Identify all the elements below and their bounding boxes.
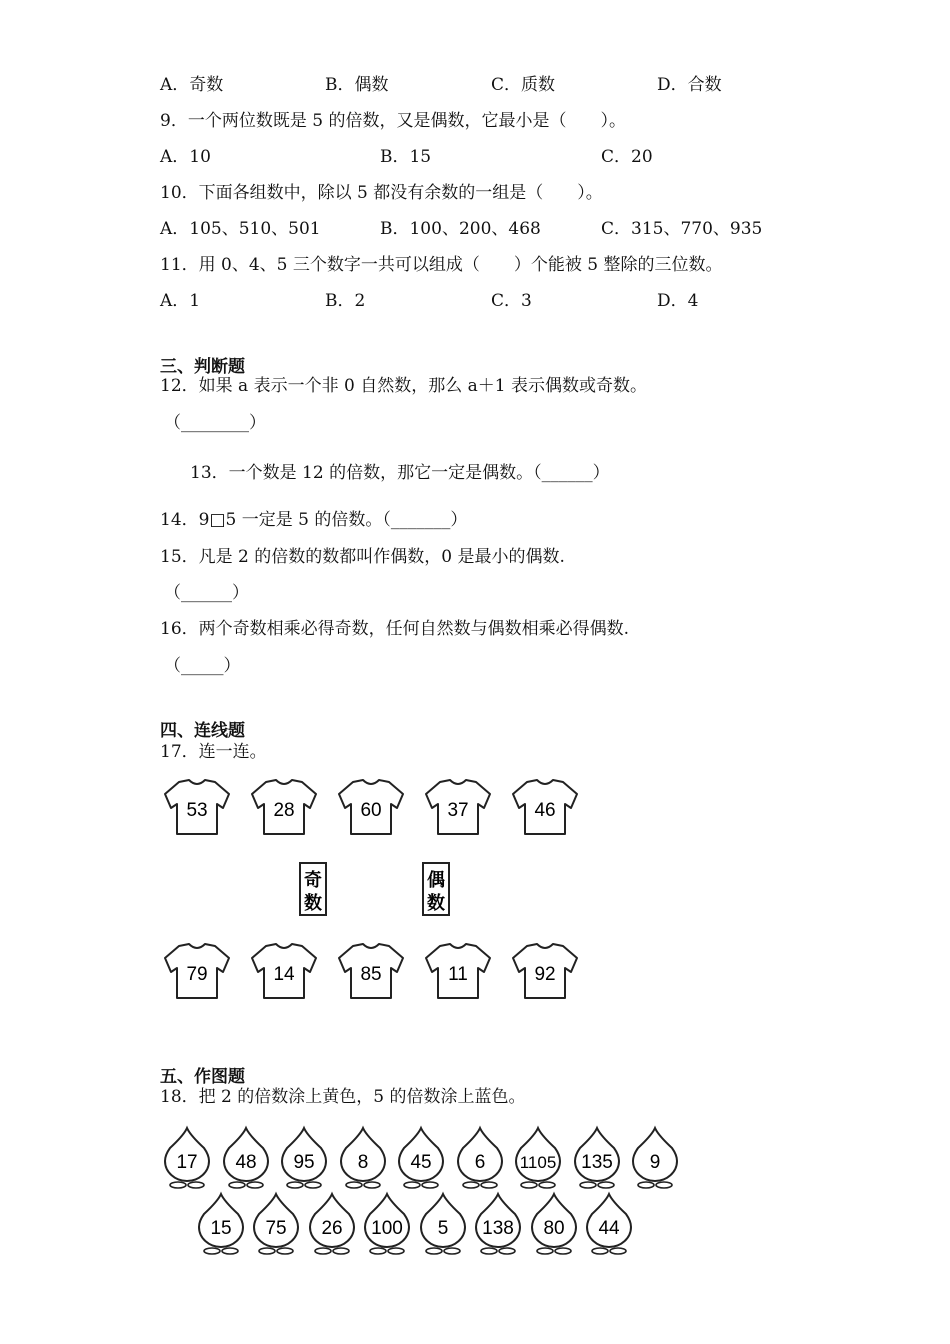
drop-row2-2[interactable]	[254, 1194, 298, 1254]
drop-row1-1[interactable]	[165, 1128, 209, 1188]
drop-row1-7[interactable]	[516, 1128, 560, 1188]
q8-option-c: C．质数	[491, 75, 556, 95]
q13-text: 13．一个数是 12 的倍数，那它一定是偶数。（______）	[190, 463, 610, 483]
drop-number: 75	[265, 1218, 287, 1239]
q16-blank: （_____）	[164, 656, 241, 676]
drop-number: 5	[437, 1218, 449, 1239]
shirt-number: 28	[273, 800, 295, 821]
q9-option-b: B．15	[380, 147, 432, 167]
shirt-bottom-2[interactable]	[252, 944, 316, 998]
drop-number: 138	[482, 1218, 514, 1239]
drop-row1-9[interactable]	[633, 1128, 677, 1188]
q10-option-a: A．105、510、501	[160, 219, 321, 239]
drop-number: 100	[371, 1218, 403, 1239]
shirt-number: 92	[534, 964, 556, 985]
drop-number: 45	[410, 1152, 432, 1173]
drop-number: 15	[210, 1218, 232, 1239]
q10-option-b: B．100、200、468	[380, 219, 541, 239]
q10-text: 10．下面各组数中，除以 5 都没有余数的一组是（ ）。	[160, 183, 603, 203]
q11-option-d: D．4	[657, 291, 699, 311]
drop-row2-7[interactable]	[532, 1194, 576, 1254]
drop-number: 48	[235, 1152, 257, 1173]
shirt-number: 37	[447, 800, 469, 821]
drop-number: 9	[649, 1152, 661, 1173]
drop-row2-8[interactable]	[587, 1194, 631, 1254]
label-odd-char-2: 数	[304, 893, 322, 913]
q16-text: 16．两个奇数相乘必得奇数，任何自然数与偶数相乘必得偶数.	[160, 619, 630, 639]
label-even-char-2: 数	[427, 893, 445, 913]
drop-row2-4[interactable]	[365, 1194, 409, 1254]
q9-text: 9．一个两位数既是 5 的倍数，又是偶数，它最小是（ ）。	[160, 111, 626, 131]
q11-option-b: B．2	[325, 291, 366, 311]
q17-text: 17．连一连。	[160, 742, 267, 762]
shirt-number: 85	[360, 964, 382, 985]
q17-matching-figure	[155, 768, 595, 1018]
shirt-top-5[interactable]	[513, 780, 577, 834]
shirt-number: 11	[448, 964, 468, 985]
shirt-top-2[interactable]	[252, 780, 316, 834]
q12-blank: （________）	[164, 413, 266, 433]
drop-number: 26	[321, 1218, 343, 1239]
drop-row1-4[interactable]	[341, 1128, 385, 1188]
q8-option-a: A．奇数	[160, 75, 224, 95]
shirt-number: 46	[534, 800, 556, 821]
shirt-top-4[interactable]	[426, 780, 490, 834]
label-odd-char-1: 奇	[304, 870, 322, 890]
q8-option-d: D．合数	[657, 75, 722, 95]
drop-number: 80	[543, 1218, 565, 1239]
shirt-bottom-1[interactable]	[165, 944, 229, 998]
section-4-title: 四、连线题	[160, 721, 245, 741]
label-even-char-1: 偶	[427, 870, 445, 890]
section-5-title: 五、作图题	[160, 1067, 245, 1087]
q14-text: 14．9□5 一定是 5 的倍数。（_______）	[160, 510, 468, 530]
shirt-number: 79	[186, 964, 208, 985]
q11-option-c: C．3	[491, 291, 532, 311]
section-3-title: 三、判断题	[160, 357, 245, 377]
drop-number: 95	[293, 1152, 315, 1173]
shirt-bottom-4[interactable]	[426, 944, 490, 998]
drop-number: 1105	[519, 1153, 557, 1172]
drop-number: 6	[474, 1152, 486, 1173]
q9-option-a: A．10	[160, 147, 211, 167]
drop-number: 44	[598, 1218, 620, 1239]
q10-option-c: C．315、770、935	[601, 219, 763, 239]
q9-option-c: C．20	[601, 147, 653, 167]
q11-option-a: A．1	[160, 291, 201, 311]
drop-number: 8	[357, 1152, 369, 1173]
label-even[interactable]	[423, 863, 449, 915]
drop-number: 17	[176, 1152, 198, 1173]
drop-row1-3[interactable]	[282, 1128, 326, 1188]
q18-text: 18．把 2 的倍数涂上黄色，5 的倍数涂上蓝色。	[160, 1087, 526, 1107]
drop-row2-3[interactable]	[310, 1194, 354, 1254]
q12-text: 12．如果 a 表示一个非 0 自然数，那么 a＋1 表示偶数或奇数。	[160, 376, 647, 396]
drop-row2-5[interactable]	[421, 1194, 465, 1254]
shirt-top-1[interactable]	[165, 780, 229, 834]
drop-row2-6[interactable]	[476, 1194, 520, 1254]
drop-row1-2[interactable]	[224, 1128, 268, 1188]
q8-option-b: B．偶数	[325, 75, 389, 95]
q15-blank: （______）	[164, 583, 249, 603]
drop-row1-8[interactable]	[575, 1128, 619, 1188]
drop-row2-1[interactable]	[199, 1194, 243, 1254]
drop-row1-5[interactable]	[399, 1128, 443, 1188]
shirt-bottom-3[interactable]	[339, 944, 403, 998]
drop-row1-6[interactable]	[458, 1128, 502, 1188]
q11-text: 11．用 0、4、5 三个数字一共可以组成（ ）个能被 5 整除的三位数。	[160, 255, 723, 275]
shirt-top-3[interactable]	[339, 780, 403, 834]
label-odd[interactable]	[300, 863, 326, 915]
drop-number: 135	[581, 1152, 613, 1173]
shirt-number: 14	[273, 964, 295, 985]
q18-drops-figure	[155, 1115, 695, 1260]
shirt-number: 60	[360, 800, 382, 821]
shirt-bottom-5[interactable]	[513, 944, 577, 998]
shirt-number: 53	[186, 800, 208, 821]
q15-text: 15．凡是 2 的倍数的数都叫作偶数，0 是最小的偶数.	[160, 547, 565, 567]
